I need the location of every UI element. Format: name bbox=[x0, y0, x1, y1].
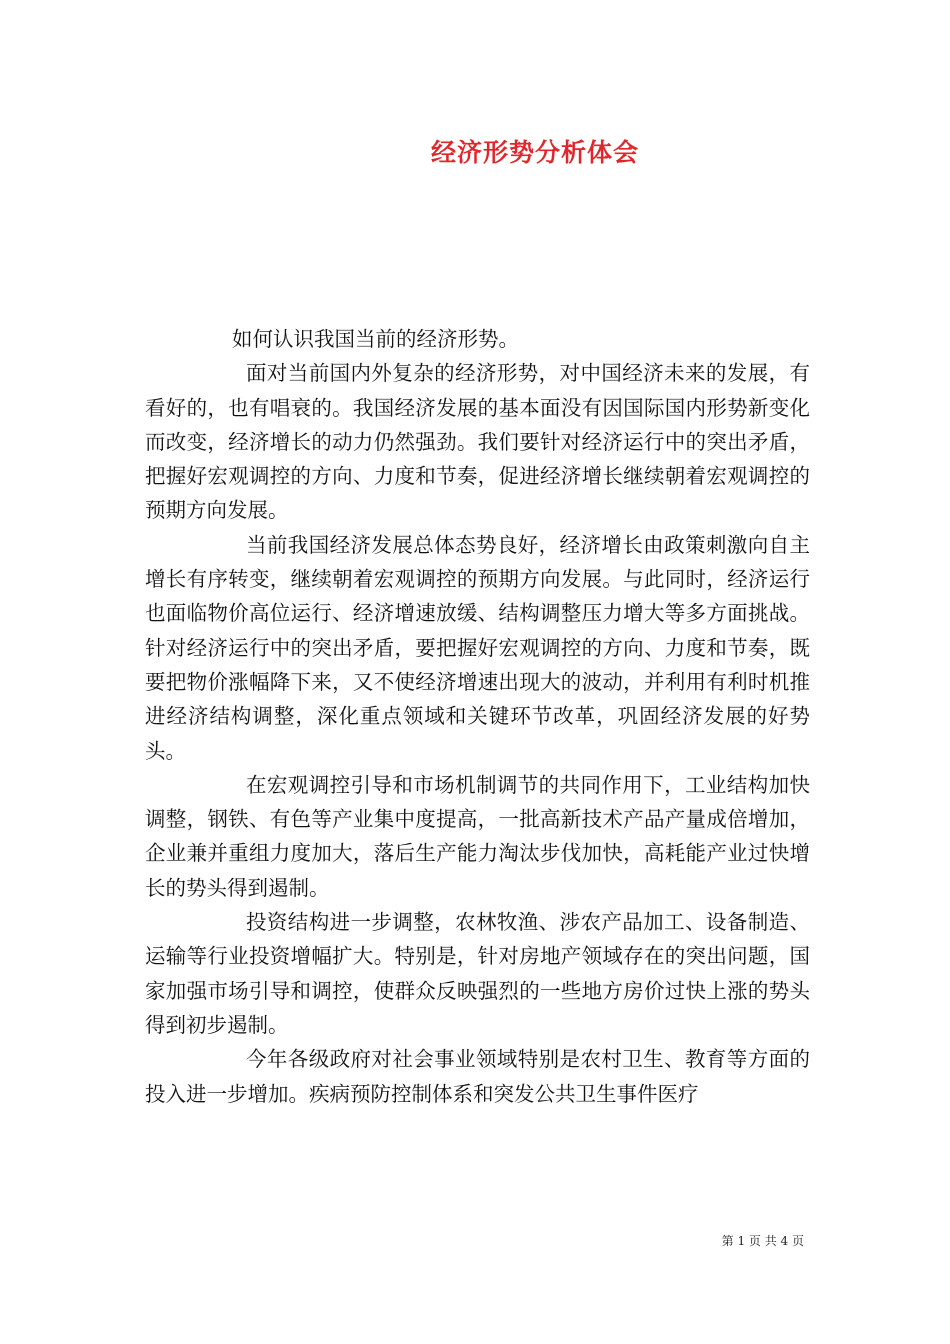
paragraph-2: 当前我国经济发展总体态势良好，经济增长由政策刺激向自主增长有序转变，继续朝着宏观调控的预期方向发展。与此同时，经济运行也面临物价高位运行、经济增速放缓、结构调整压力增大等多方面挑战。针对经济运行中的突出矛盾，要把握好宏观调控的方向、力度和节奏，既要把物价涨幅降下来，又不使经济增速出现大的波动，并利用有利时机推进经济结构调整，深化重点领域和关键环节改革，巩固经济发展的好势头。 bbox=[145, 532, 810, 763]
paragraph-1: 面对当前国内外复杂的经济形势，对中国经济未来的发展，有看好的，也有唱衰的。我国经济发展的基本面没有因国际国内形势新变化而改变，经济增长的动力仍然强劲。我们要针对经济运行中的突出矛盾，把握好宏观调控的方向、力度和节奏，促进经济增长继续朝着宏观调控的预期方向发展。 bbox=[145, 361, 810, 523]
paragraph-4: 投资结构进一步调整，农林牧渔、涉农产品加工、设备制造、运输等行业投资增幅扩大。特别是，针对房地产领域存在的突出问题，国家加强市场引导和调控，使群众反映强烈的一些地方房价过快上涨的势头得到初步遏制。 bbox=[145, 910, 810, 1037]
document-body bbox=[145, 322, 810, 1111]
intro-line: 如何认识我国当前的经济形势。 bbox=[232, 327, 519, 351]
document-title: 经济形势分析体会 bbox=[430, 138, 639, 167]
paragraph-5: 今年各级政府对社会事业领域特别是农村卫生、教育等方面的投入进一步增加。疾病预防控制体系和突发公共卫生事件医疗 bbox=[145, 1047, 810, 1106]
paragraph-3: 在宏观调控引导和市场机制调节的共同作用下，工业结构加快调整，钢铁、有色等产业集中度提高，一批高新技术产品产量成倍增加，企业兼并重组力度加大，落后生产能力淘汰步伐加快，高耗能产业过快增长的势头得到遏制。 bbox=[145, 772, 810, 900]
page-number-footer: 第 1 页 共 4 页 bbox=[721, 1234, 804, 1248]
